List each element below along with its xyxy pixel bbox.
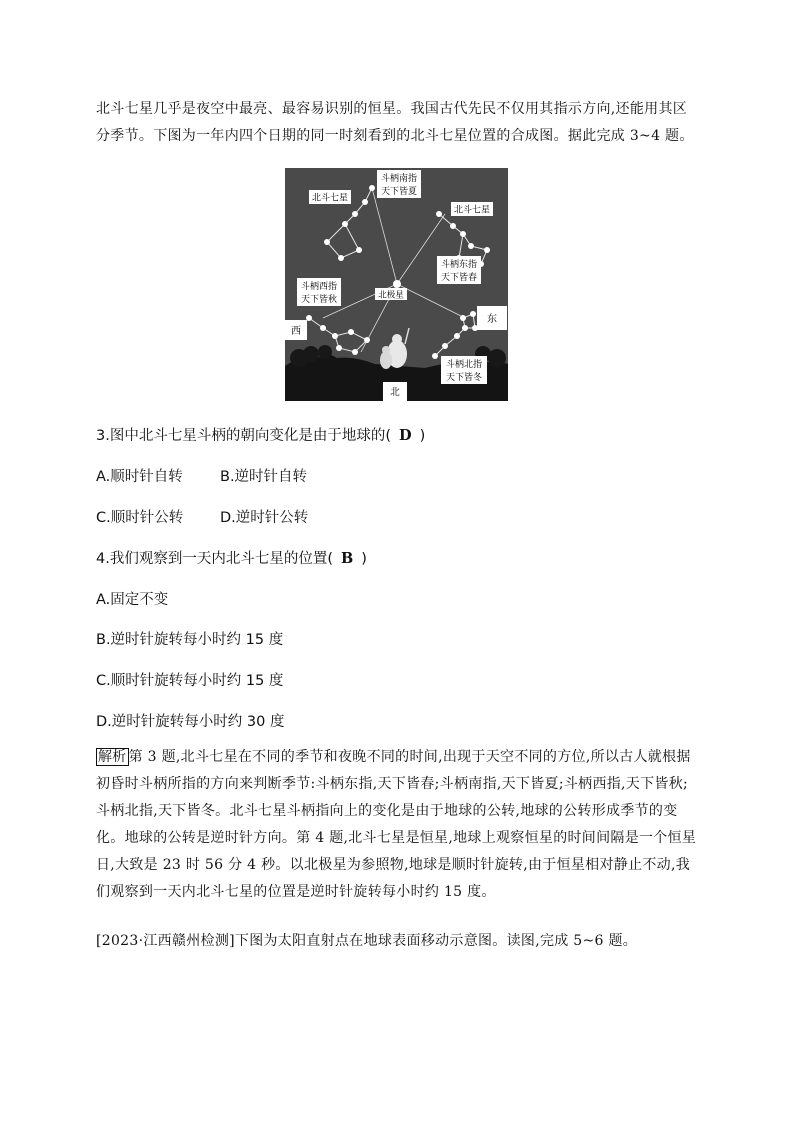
big-dipper-figure (285, 168, 508, 401)
label-west-direction: 西 (291, 326, 301, 337)
q4-option-b: B.逆时针旋转每小时约 15 度 (96, 632, 284, 648)
q3-option-a: A.顺时针自转 (96, 469, 183, 485)
label-east-1: 斗柄东指 (440, 260, 478, 270)
intro-paragraph: 北斗七星几乎是夜空中最亮、最容易识别的恒星。我国古代先民不仅用其指示方向,还能用其区分季节。下图为一年内四个日期的同一时刻看到的北斗七星位置的合成图。据此完成 3~4 题。 (96, 101, 694, 144)
label-west-1: 斗柄西指 (300, 282, 338, 292)
label-north-1: 斗柄北指 (445, 360, 483, 370)
label-north-direction: 北 (390, 387, 400, 398)
question-3-stem: 3.图中北斗七星斗柄的朝向变化是由于地球的( (96, 428, 391, 444)
question-3: 3.图中北斗七星斗柄的朝向变化是由于地球的( D ) (96, 427, 426, 444)
q3-option-b: B.逆时针自转 (220, 469, 308, 485)
next-section-intro: [2023·江西赣州检测]下图为太阳直射点在地球表面移动示意图。读图,完成 5~6 题。 (96, 933, 638, 949)
q3-option-c: C.顺时针公转 (96, 510, 184, 526)
label-south-1: 斗柄南指 (380, 174, 418, 184)
label-dipper-top-left: 北斗七星 (311, 193, 349, 204)
q4-option-a: A.固定不变 (96, 592, 169, 608)
q4-option-d: D.逆时针旋转每小时约 30 度 (96, 714, 285, 730)
label-west-2: 天下皆秋 (300, 295, 338, 305)
label-north-2: 天下皆冬 (445, 373, 483, 383)
label-east-direction: 东 (487, 314, 497, 325)
q4-option-c: C.顺时针旋转每小时约 15 度 (96, 673, 284, 689)
question-4: 4.我们观察到一天内北斗七星的位置( B ) (96, 550, 367, 567)
analysis-paragraph (96, 744, 700, 906)
label-south-2: 天下皆夏 (380, 187, 418, 197)
analysis-text: 第 3 题,北斗七星在不同的季节和夜晚不同的时间,出现于天空不同的方位,所以古人就根据初昏时斗柄所指的方向来判断季节:斗柄东指,天下皆春;斗柄南指,天下皆夏;斗柄西指,天下皆秋;斗柄北指,天下皆冬。北斗七星斗柄指向上的变化是由于地球的公转,地球的公转形成季节的变化。地球的公转是逆时针方向。第 4 题,北斗七星是恒星,地球上观察恒星的时间间隔是一个恒星日,大致是 23 时 56 分 4 秒。以北极星为参照物,地球是顺时针旋转,由于恒星相对静止不动,我们观察到一天内北斗七星的位置是逆时针旋转每小时约 15 度。 (96, 749, 697, 900)
label-polaris: 北极星 (378, 290, 404, 301)
q3-option-d: D.逆时针公转 (220, 510, 309, 526)
label-dipper-top-right: 北斗七星 (453, 205, 491, 216)
label-east-2: 天下皆春 (440, 273, 478, 283)
question-3-answer: D (399, 427, 412, 444)
question-4-answer: B (341, 550, 354, 567)
question-4-stem: 4.我们观察到一天内北斗七星的位置( (96, 551, 333, 567)
analysis-tag: 解析 (98, 749, 127, 765)
